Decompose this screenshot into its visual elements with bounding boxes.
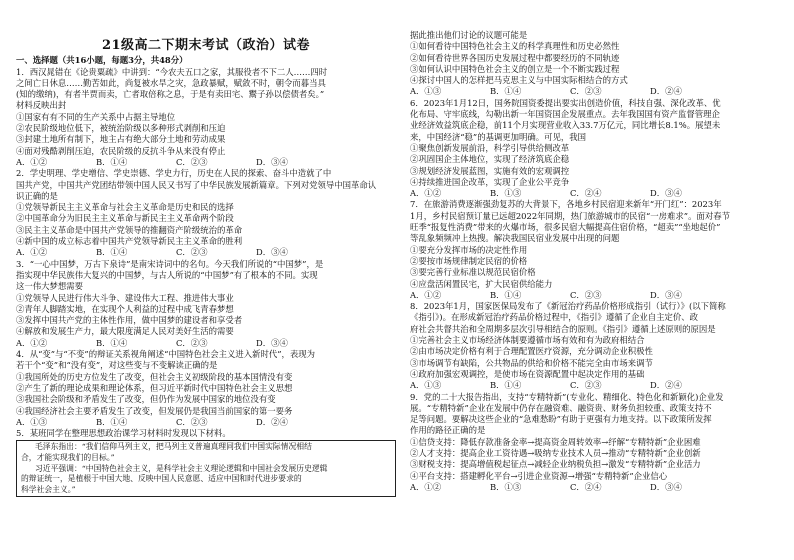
statement: ②要按市场规律制定民宿的价格 — [410, 255, 528, 266]
quote-line: 合，才能实现我们的目标。” — [21, 452, 115, 462]
statement: ①国家有有不同的生产关系中占据主导地位 — [16, 111, 176, 122]
question-text: 1．西汉晁错在《论贵粟疏》中讲到：“今农夫五口之家，其服役者不下二人……四时 — [16, 66, 328, 77]
option-d[interactable]: D．②④ — [650, 86, 682, 97]
question-text: 2．学史明理、学史增信、学史崇德、学史力行，历史在人民的探索、奋斗中造就了中 — [16, 168, 332, 179]
question-text: (知的缴纳)，有者半贾而卖，亡者取倍称之息，于是有卖田宅、鬻子孙以偿债者矣。” — [16, 89, 325, 100]
option-a[interactable]: A．①③ — [16, 416, 48, 427]
option-c[interactable]: C．②③ — [176, 416, 208, 427]
material-box — [16, 440, 396, 497]
statement: ④应盘活闲置民宅，扩大民宿供给能力 — [410, 278, 553, 289]
answer-options — [16, 338, 396, 349]
option-b[interactable]: B．①④ — [96, 156, 128, 167]
option-c[interactable]: C．②④ — [570, 481, 602, 492]
statement: ②由市场决定价格有利于合理配置医疗资源，充分调动企业积极性 — [410, 346, 653, 357]
question-8 — [410, 301, 782, 391]
statement: ①要充分发挥市场的决定性作用 — [410, 244, 528, 255]
answer-options — [410, 188, 782, 199]
option-c[interactable]: C．②③ — [570, 86, 602, 97]
statement: ①聚焦创新发展前沿，科学引导供给侧改革 — [410, 142, 570, 153]
section-heading: 一、选择题（共16小题，每题3分，共48分） — [16, 55, 188, 66]
option-b[interactable]: B．①④ — [490, 289, 522, 300]
statement: ③发挥中国共产党的主体性作用，做中国梦的建设者和享受者 — [16, 315, 243, 326]
question-text: 3．“一心中国梦，万古下泉诗”是南宋诗词中的名句。今天我们所说的“中国梦”，是 — [16, 258, 324, 269]
option-a[interactable]: A．①③ — [410, 380, 442, 391]
option-c[interactable]: C．②③ — [176, 337, 208, 348]
statement: ③市场调节有缺陷，公共物品的供给和价格不能完全由市场来调节 — [410, 357, 653, 368]
statement: ②如何看待世界各国历史发展过程中都要经历的不同轨迹 — [410, 52, 620, 63]
option-d[interactable]: D．②④ — [650, 380, 682, 391]
exam-title: 21级高二下期末考试（政治）试卷 — [101, 38, 311, 53]
question-4 — [16, 349, 396, 428]
question-text: 5．某班同学在整理思想政治课学习材料时发现以下材料。 — [16, 428, 231, 439]
question-text: 若干个“变”和“没有变”，对这些变与不变解读正确的是 — [16, 360, 218, 371]
answer-options — [410, 290, 782, 301]
question-5-tail — [410, 30, 782, 98]
answer-options — [16, 247, 396, 258]
statement: ④新中国的成立标志着中国共产党领导新民主主义革命的胜利 — [16, 236, 243, 247]
question-text: 《指引》)。在形成新冠治疗药品价格过程中，《指引》遵循了企业自主定价、政 — [410, 312, 698, 323]
question-9 — [410, 392, 782, 494]
statement: ①信贷支持：降低存款准备金率→提高资金周转效率→纾解“专精特新”企业困难 — [410, 436, 701, 447]
option-c[interactable]: C．②③ — [570, 289, 602, 300]
answer-options — [410, 482, 782, 493]
statement: ③财税支持：提高增值税起征点→减轻企业纳税负担→激发“专精特新”企业活力 — [410, 459, 701, 470]
statement: ③要完善行业标准以规范民宿价格 — [410, 267, 536, 278]
option-b[interactable]: B．①③ — [490, 188, 522, 199]
question-text: 府社会共督共治和全周期多层次引导相结合的原则。《指引》遵循上述原则的原因是 — [410, 323, 716, 334]
option-a[interactable]: A．①② — [16, 337, 48, 348]
option-b[interactable]: B．①④ — [490, 86, 522, 97]
option-d[interactable]: D．②④ — [256, 416, 288, 427]
statement: ④我国经济社会主要矛盾发生了改变，但发展仍是我国当前国家的第一要务 — [16, 405, 293, 416]
answer-options — [16, 157, 396, 168]
question-text: 9．党的二十大报告指出，支持“专精特新”(专业化、精细化、特色化和新颖化)企业发 — [410, 391, 724, 402]
statement: ③我国社会阶级和矛盾发生了改变，但仍作为发展中国家的地位没有变 — [16, 394, 276, 405]
question-text: 8．2023年1月，国家医保局发布了《新冠治疗药品价格形成指引（试行）》(以下简称 — [410, 301, 726, 312]
question-text: 旺季“报复性消费”带来的火爆市场，很多民宿大幅提高住宿价格，“超卖”“坐地起价” — [410, 222, 721, 233]
statement: ③规划经济发展蓝图，实施有效的宏观调控 — [410, 165, 570, 176]
option-a[interactable]: A．①② — [410, 188, 442, 199]
statement: ③如何认识中国特色社会主义的创立是一个不断实践过程 — [410, 63, 620, 74]
question-text: 之间亡日休息……勤苦如此，尚复被水旱之灾，急政暴赋，赋敛不时，朝令而暮当具 — [16, 77, 326, 88]
statement: ①如何看待中国特色社会主义的科学真理性和历史必然性 — [410, 41, 620, 52]
statement: ④探讨中国人的怎样把马克思主义与中国实际相结合的方式 — [410, 75, 628, 86]
statement: ②产生了新的理论成果和理论体系，但习近平新时代中国特色社会主义思想 — [16, 382, 293, 393]
question-text: 等乱象频频冲上热搜。解决我国民宿业发展中出现的问题 — [410, 233, 620, 244]
option-c[interactable]: C．②③ — [570, 380, 602, 391]
option-c[interactable]: C．②④ — [570, 188, 602, 199]
option-a[interactable]: A．①② — [16, 247, 48, 258]
question-text: 指实现中华民族伟大复兴的中国梦，与古人所说的“中国梦”有了根本的不同。实现 — [16, 269, 318, 280]
question-7 — [410, 199, 782, 301]
option-c[interactable]: C．②③ — [176, 247, 208, 258]
option-b[interactable]: B．①④ — [96, 337, 128, 348]
question-6 — [410, 98, 782, 200]
option-d[interactable]: D．③④ — [650, 481, 682, 492]
statement: ④持续推进国企改革，实现了企业公平竞争 — [410, 176, 570, 187]
question-3 — [16, 259, 396, 349]
question-2 — [16, 168, 396, 258]
option-a[interactable]: A．①② — [16, 156, 48, 167]
question-text: 4．从“变”与“不变”的辩证关系视角阐述“中国特色社会主义进入新时代”，表现为 — [16, 349, 316, 360]
left-column — [16, 0, 396, 498]
question-text: 识正确的是 — [16, 190, 58, 201]
option-d[interactable]: D．③④ — [650, 188, 682, 199]
statement: ②人才支持：提高企业工资待遇→吸纳专业技术人员→推动“专精特新”企业创新 — [410, 447, 701, 458]
question-text: 展。“专精特新”企业在发展中仍存在融资难、融资贵、财务负担较重、政策支持不 — [410, 402, 712, 413]
statement: ②农民阶级地位低下，被统治阶级以多种形式剥削和压迫 — [16, 123, 226, 134]
statement: ①党领导人民进行伟大斗争、建设伟大工程、推进伟大事业 — [16, 292, 234, 303]
question-text: 化布局、守牢底线，勾勒出新一年国资国企发展重点。去年我国国有资产监督管理企 — [410, 109, 720, 120]
option-c[interactable]: C．②③ — [176, 156, 208, 167]
question-5 — [16, 428, 396, 497]
statement: ③民主主义革命是中国共产党领导的推翻资产阶级统治的革命 — [16, 224, 243, 235]
option-b[interactable]: B．①④ — [96, 247, 128, 258]
statement: ①我国所处的历史方位发生了改变，但社会主义初级阶段的基本国情没有变 — [16, 371, 293, 382]
statement: ④平台支持：搭建孵化平台→引进企业资源→增强“专精特新”企业信心 — [410, 470, 668, 481]
option-a[interactable]: A．①② — [410, 481, 442, 492]
statement: ②青年人脚踏实地，在实现个人利益的过程中成飞青春梦想 — [16, 303, 234, 314]
statement: ②中国革命分为旧民主主义革命与新民主主义革命两个阶段 — [16, 213, 234, 224]
question-1 — [16, 67, 396, 169]
option-a[interactable]: A．①③ — [410, 86, 442, 97]
statement: ①党领导新民主主义革命与社会主义革命是历史和民的选择 — [16, 202, 234, 213]
question-text: 作用的路径正确的是 — [410, 425, 486, 436]
quote-line: 毛泽东指出：“我们信仰马列主义，把马列主义普遍真理同我们中国实际情况相结 — [35, 442, 312, 452]
option-b[interactable]: B．①④ — [96, 416, 128, 427]
quote-line: 的辩证统一，是植根于中国大地、反映中国人民意愿、适应中国和时代进步要求的 — [21, 474, 302, 484]
statement: ④政府加强宏观调控，是使市场在资源配置中起决定作用的基础 — [410, 368, 645, 379]
option-d[interactable]: D．③④ — [256, 247, 288, 258]
option-a[interactable]: A．①② — [410, 289, 442, 300]
question-text: 1月，乡村民宿预订量已远超2022年同期，热门旅游城市的民宿“一房难求”。面对春节 — [410, 210, 730, 221]
question-text: 来，中国经济“稳”的基调更加明确。可见，我国 — [410, 131, 587, 142]
question-text: 6．2023年1月12日，国务院国资委提出要实出创造价值，科技自强、深化改革、优 — [410, 97, 721, 108]
question-text: 国共产党，中国共产党团结带领中国人民又书写了中华民族发展新篇章。下列对党领导中国革命认 — [16, 179, 377, 190]
statement: ④解放和发展生产力，最大限度满足人民对美好生活的需要 — [16, 326, 234, 337]
statement: ②巩固国企主体地位，实现了经济筑底企稳 — [410, 154, 570, 165]
question-text: 足等问题。要解决这些企业的“急难愁盼”有助于更强有力地支持。以下政策所发挥 — [410, 414, 712, 425]
question-text: 据此推出他们讨论的议题可能是 — [410, 30, 528, 40]
statement: ①完善社会主义市场经济体制要遵循市场有效和有为政府相结合 — [410, 335, 645, 346]
option-d[interactable]: D．③④ — [256, 156, 288, 167]
option-b[interactable]: B．①③ — [490, 481, 522, 492]
question-text: 材料反映出封 — [16, 100, 67, 111]
option-b[interactable]: B．①④ — [490, 380, 522, 391]
statement: ③封建土地所有制下，地主占有绝大部分土地和劳动成果 — [16, 134, 226, 145]
right-column — [410, 30, 782, 493]
answer-options — [410, 380, 782, 391]
quote-line: 科学社会主义。” — [21, 484, 76, 494]
question-text: 业经济效益筑底企稳，前11个月实现营业收入33.7万亿元，同比增长8.1%。展望未 — [410, 120, 721, 131]
statement: ④面对残酷剥削压迫，农民阶级的反抗斗争从来没有停止 — [16, 145, 226, 156]
quote-line: 习近平强调：“中国特色社会主义，是科学社会主义理论逻辑和中国社会发展历史逻辑 — [35, 463, 328, 473]
option-d[interactable]: D．③④ — [256, 337, 288, 348]
question-text: 这一伟大梦想需要 — [16, 281, 83, 292]
answer-options — [410, 86, 782, 97]
answer-options — [16, 417, 396, 428]
option-d[interactable]: D．③④ — [650, 289, 682, 300]
question-text: 7．在旅游消费逐渐强劲复苏的大背景下，各地乡村民宿迎来新年“开门红”：2023年 — [410, 199, 722, 210]
